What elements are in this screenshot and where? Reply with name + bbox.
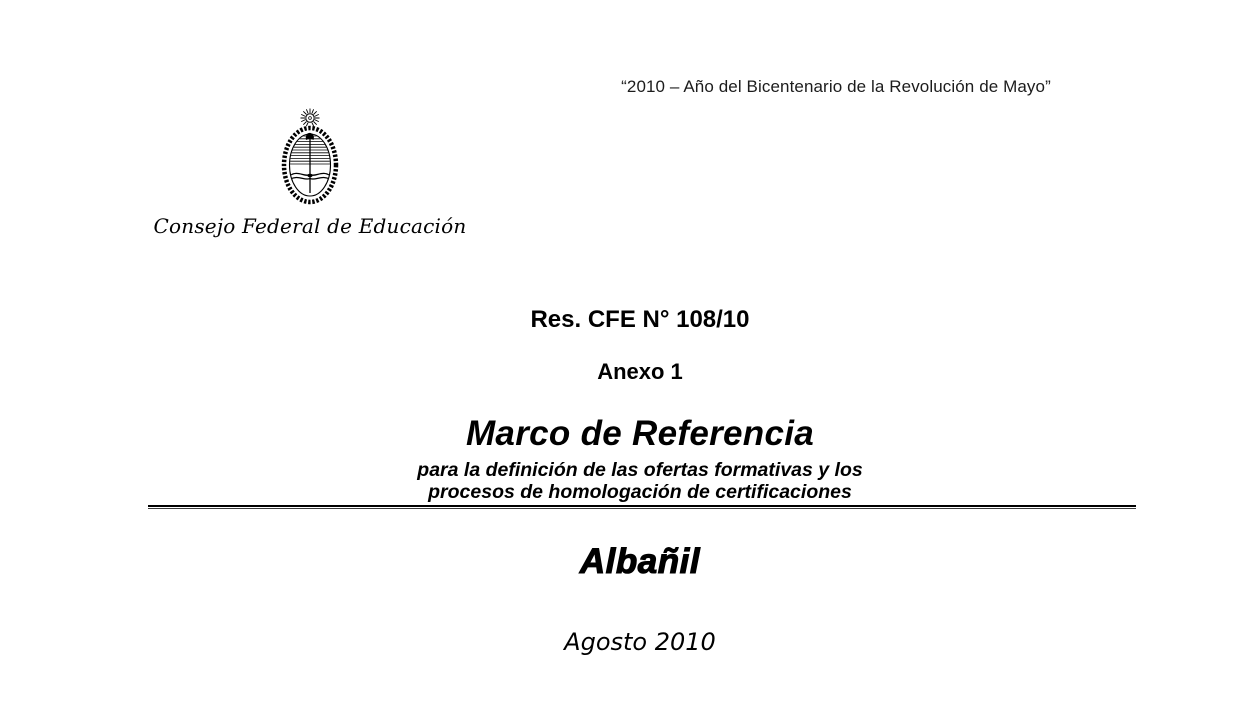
subtitle-line-1: para la definición de las ofertas formativas y los: [417, 459, 863, 481]
document-title: Marco de Referencia: [465, 414, 815, 453]
document-date: Agosto 2010: [564, 628, 716, 656]
subtitle-line-2: procesos de homologación de certificaciones: [428, 481, 852, 503]
institution-name: Consejo Federal de Educación: [153, 214, 467, 238]
header-motto: “2010 – Año del Bicentenario de la Revolución de Mayo”: [621, 77, 1051, 96]
divider-rule: [148, 505, 1136, 509]
argentina-coat-of-arms-icon: [277, 105, 343, 207]
annex-label: Anexo 1: [597, 359, 683, 384]
document-subtitle: [20, 459, 1240, 503]
resolution-number: Res. CFE N° 108/10: [530, 306, 750, 333]
trade-title: Albañil: [579, 542, 701, 581]
